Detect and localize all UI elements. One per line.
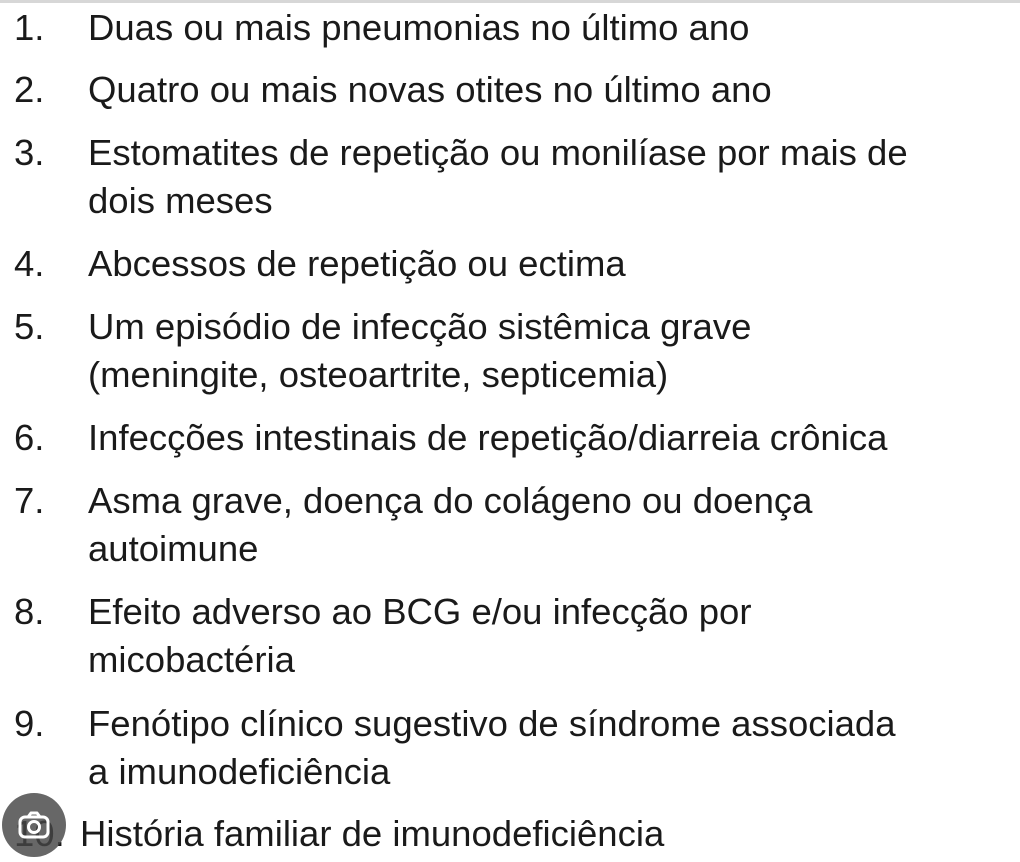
item-number: 1.: [14, 7, 45, 48]
item-text-line: Duas ou mais pneumonias no último ano: [88, 7, 750, 48]
item-text-line: autoimune: [88, 528, 259, 569]
camera-lens-icon[interactable]: [2, 793, 66, 857]
camera-lens-glyph: [14, 805, 54, 845]
item-text: [88, 588, 998, 684]
item-text: [88, 477, 998, 573]
item-number: 6.: [14, 417, 45, 458]
top-divider: [0, 0, 1020, 3]
item-text-line: a imunodeficiência: [88, 751, 391, 792]
item-text-line: Asma grave, doença do colágeno ou doença: [88, 480, 813, 521]
item-text-line: Estomatites de repetição ou monilíase por mais de: [88, 132, 908, 173]
item-text: [88, 303, 998, 399]
item-number: 4.: [14, 243, 45, 284]
item-text: [80, 810, 990, 858]
item-text: [88, 240, 998, 288]
item-text-line: História familiar de imunodeficiência: [80, 813, 665, 854]
item-text: [88, 66, 998, 114]
item-number: 7.: [14, 480, 45, 521]
item-text: [88, 700, 998, 796]
item-text-line: Infecções intestinais de repetição/diarreia crônica: [88, 417, 888, 458]
item-number: 9.: [14, 703, 45, 744]
item-number: 2.: [14, 69, 45, 110]
item-text-line: Abcessos de repetição ou ectima: [88, 243, 626, 284]
item-text: [88, 129, 998, 225]
item-text: [88, 4, 998, 52]
item-text-line: Efeito adverso ao BCG e/ou infecção por: [88, 591, 752, 632]
item-text: [88, 414, 998, 462]
item-text-line: Fenótipo clínico sugestivo de síndrome associada: [88, 703, 896, 744]
item-text-line: micobactéria: [88, 639, 295, 680]
item-text-line: (meningite, osteoartrite, septicemia): [88, 354, 669, 395]
item-number: 8.: [14, 591, 45, 632]
item-number: 5.: [14, 306, 45, 347]
item-text-line: Um episódio de infecção sistêmica grave: [88, 306, 752, 347]
item-text-line: Quatro ou mais novas otites no último ano: [88, 69, 772, 110]
item-number: 3.: [14, 132, 45, 173]
item-text-line: dois meses: [88, 180, 273, 221]
